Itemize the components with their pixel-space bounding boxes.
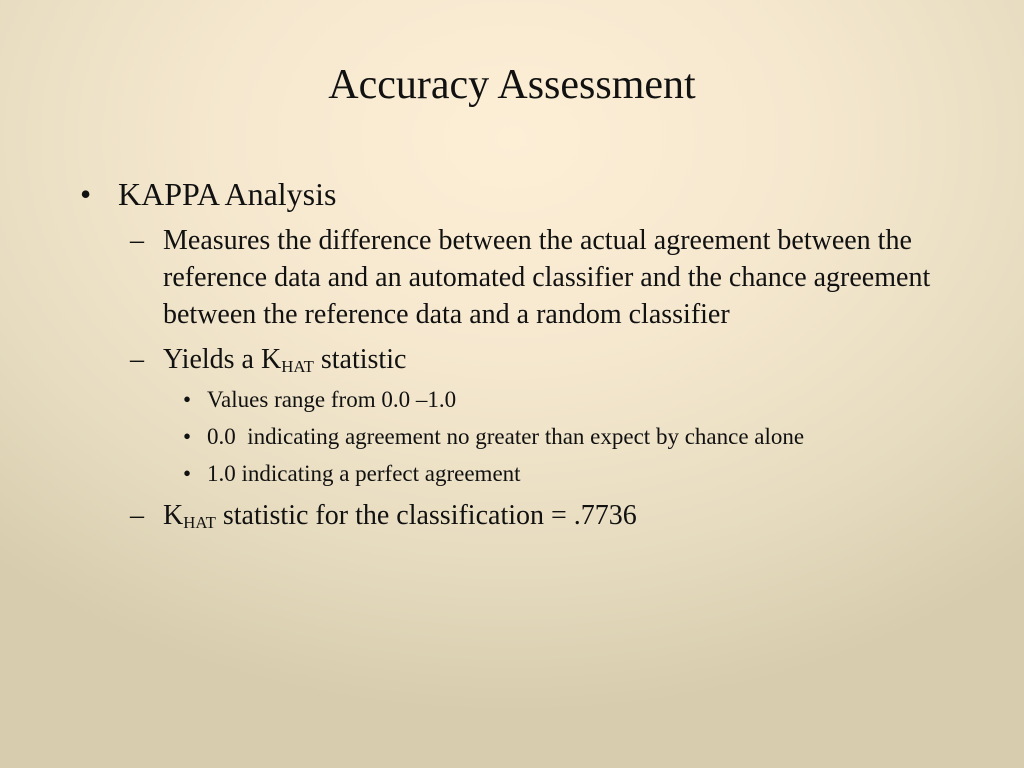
subsubbullet-text: 1.0 indicating a perfect agreement [207,461,521,486]
subbullet-text-suffix: statistic for the classification = .7736 [215,500,637,531]
subsubbullet-text: 0.0 indicating agreement no greater than expect by chance alone [207,424,805,449]
subscript-hat: HAT [281,357,314,377]
bullet-marker: • [183,387,192,412]
dash-marker: – [130,344,144,375]
slide-content [80,172,960,534]
subsubbullet-values-range [80,385,960,415]
subscript-hat: HAT [183,513,216,533]
subbullet-text-prefix: Yields a K [163,344,282,375]
subbullet-yields-khat [80,341,960,378]
bullet-marker: • [183,461,192,486]
slide-title: Accuracy Assessment [328,62,696,108]
subbullet-text-prefix: K [163,500,184,531]
subbullet-text: Measures the difference between the actual agreement between the reference data and an automated classifier and the chance agreement between the reference data and a random classifier [163,225,931,330]
subbullet-khat-classification [80,497,960,534]
subsubbullet-text: Values range from 0.0 –1.0 [207,387,457,412]
subbullet-measures [80,222,960,333]
bullet-text: KAPPA Analysis [118,176,337,212]
dash-marker: – [130,225,144,256]
subsubbullet-zero-indicating [80,422,960,452]
subbullet-text-suffix: statistic [313,344,407,375]
bullet-marker: • [80,176,92,212]
subsubbullet-one-indicating [80,459,960,489]
dash-marker: – [130,500,144,531]
bullet-kappa-analysis [80,172,960,216]
bullet-marker: • [183,424,192,449]
